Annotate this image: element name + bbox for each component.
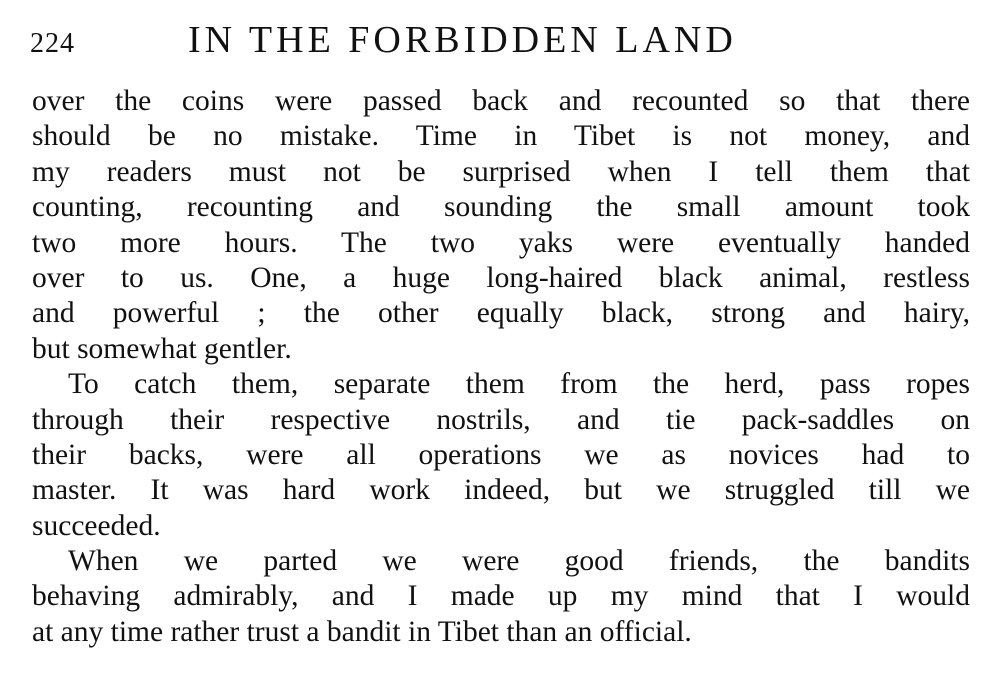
text-line: two more hours. The two yaks were eventually handed — [32, 226, 970, 259]
text-line: master. It was hard work indeed, but we struggled till we — [32, 474, 970, 507]
text-line: but somewhat gentler. — [32, 332, 292, 365]
text-line: over the coins were passed back and recounted so that there — [32, 85, 970, 117]
text-line: When we parted we were good friends, the bandits — [68, 545, 970, 578]
text-line: my readers must not be surprised when I tell them that — [32, 155, 970, 188]
running-title: IN THE FORBIDDEN LAND — [188, 19, 737, 61]
text-line: behaving admirably, and I made up my mind that I would — [32, 580, 970, 613]
text-line: at any time rather trust a bandit in Tibet than an official. — [32, 615, 692, 648]
text-line: should be no mistake. Time in Tibet is not money, and — [32, 120, 970, 153]
text-line: counting, recounting and sounding the small amount took — [32, 191, 970, 224]
paragraph-3 — [32, 544, 970, 650]
text-line: over to us. One, a huge long-haired black animal, restless — [32, 261, 970, 294]
text-line: succeeded. — [32, 509, 161, 542]
text-line: To catch them, separate them from the herd, pass ropes — [68, 368, 970, 401]
paragraph-1 — [32, 84, 970, 367]
page-number: 224 — [30, 28, 75, 59]
text-line: through their respective nostrils, and tie pack-saddles on — [32, 403, 970, 436]
page-header — [30, 14, 970, 64]
paragraph-2 — [32, 367, 970, 544]
text-line: their backs, were all operations we as novices had to — [32, 438, 970, 471]
text-line: and powerful ; the other equally black, strong and hairy, — [32, 297, 970, 330]
body-text — [32, 84, 970, 650]
